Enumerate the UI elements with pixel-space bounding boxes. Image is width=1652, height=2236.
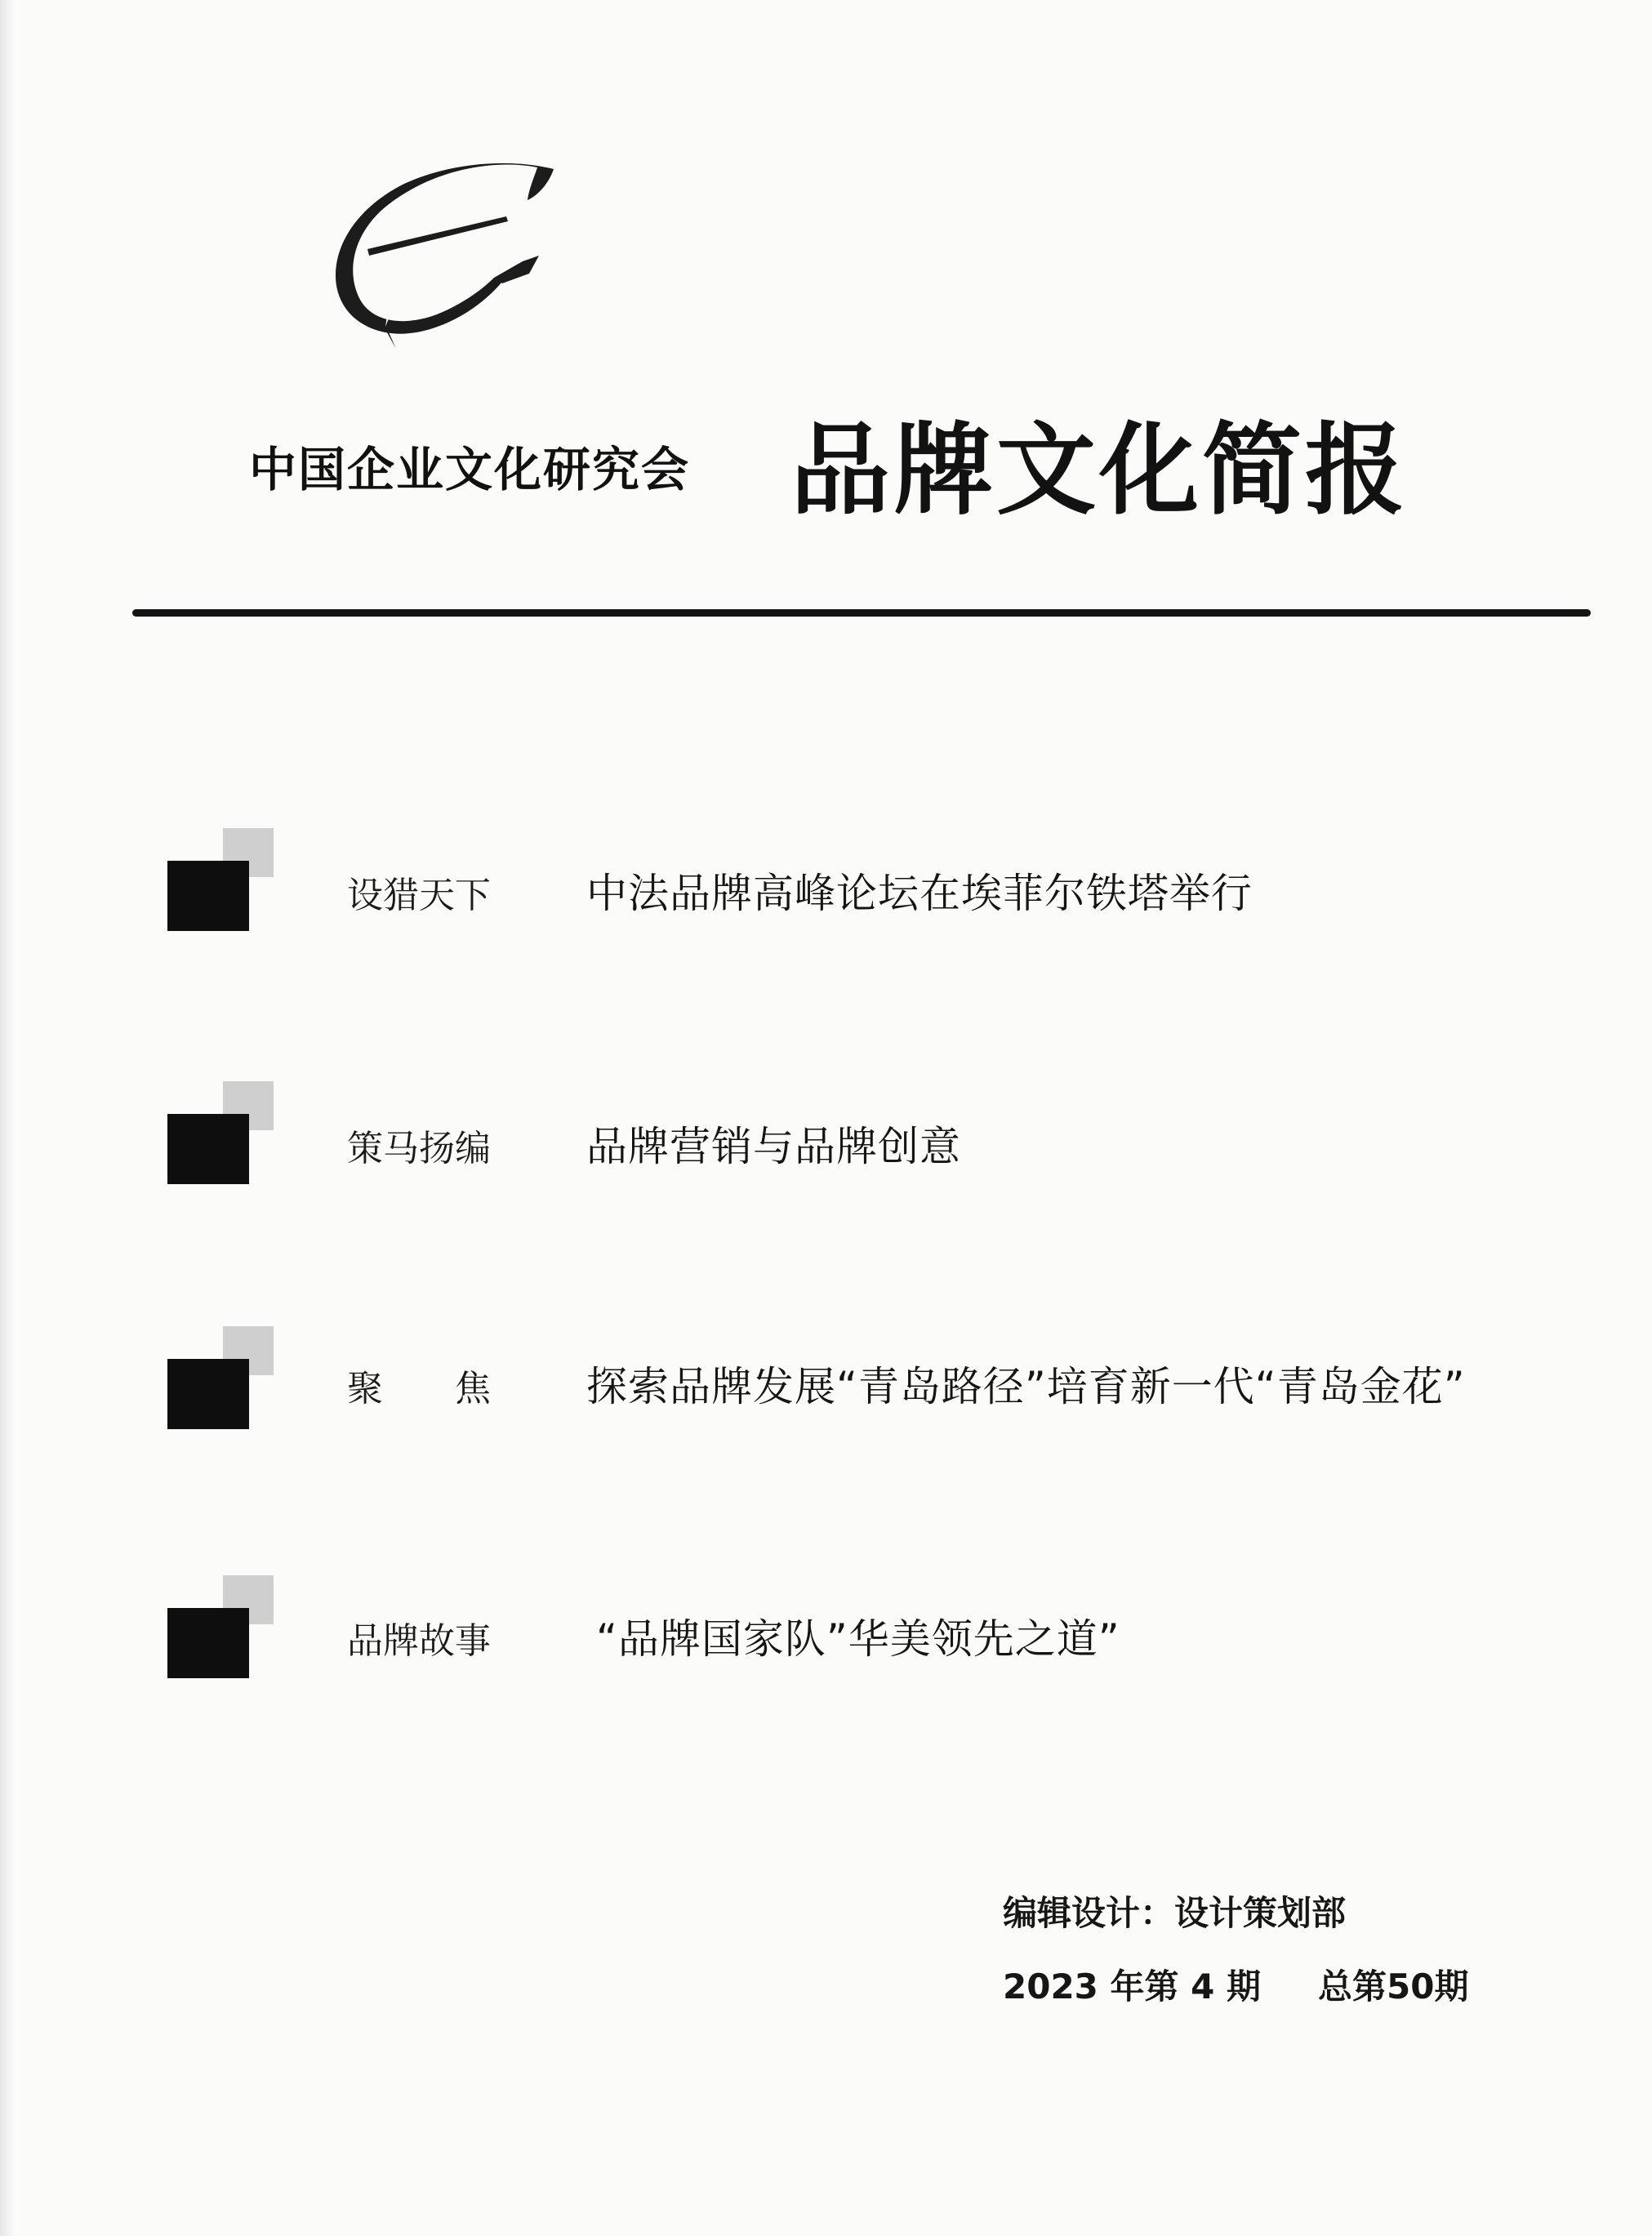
section-marker-icon bbox=[167, 849, 251, 931]
total-issue-number: 总第50期 bbox=[1318, 1967, 1469, 2007]
section-marker-icon bbox=[167, 1102, 251, 1184]
section-title: “品牌国家队”华美领先之道” bbox=[596, 1615, 1120, 1663]
section-item bbox=[0, 849, 1652, 947]
header-divider bbox=[132, 609, 1591, 617]
section-title: 品牌营销与品牌创意 bbox=[586, 1123, 961, 1170]
section-label: 设猎天下 bbox=[347, 875, 491, 916]
section-title: 探索品牌发展“青岛路径”培育新一代“青岛金花” bbox=[586, 1363, 1466, 1410]
section-item bbox=[0, 1347, 1652, 1445]
issue-number: 2023 年第 4 期 bbox=[1003, 1967, 1261, 2007]
publication-title: 品牌文化简报 bbox=[790, 412, 1408, 528]
section-item bbox=[0, 1597, 1652, 1695]
section-label: 策马扬编 bbox=[347, 1128, 491, 1169]
section-marker-icon bbox=[167, 1597, 251, 1678]
organization-name: 中国企业文化研究会 bbox=[249, 442, 691, 497]
section-label: 品牌故事 bbox=[347, 1620, 491, 1662]
issue-info bbox=[1003, 1960, 1468, 2009]
section-title: 中法品牌高峰论坛在埃菲尔铁塔举行 bbox=[586, 870, 1253, 917]
section-marker-icon bbox=[167, 1347, 251, 1429]
section-label: 聚 焦 bbox=[347, 1368, 491, 1410]
section-item bbox=[0, 1102, 1652, 1200]
org-logo-icon bbox=[335, 159, 572, 347]
editor-credit: 编辑设计：设计策划部 bbox=[1003, 1893, 1347, 1933]
